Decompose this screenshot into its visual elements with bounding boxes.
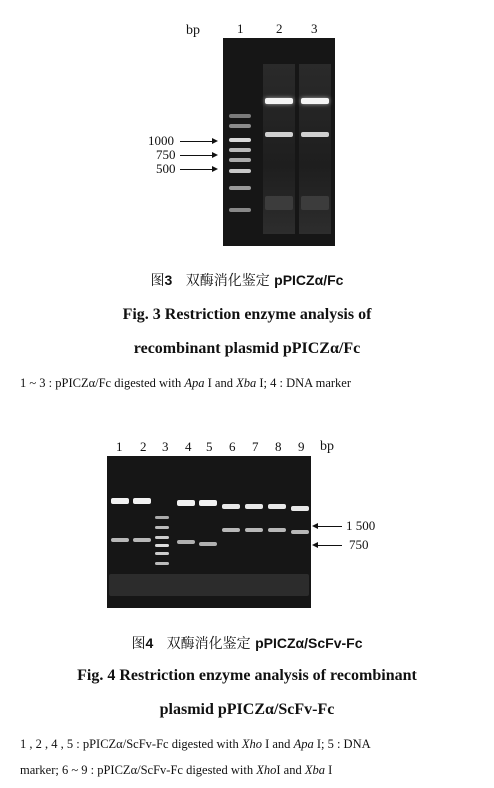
fig4-marker-label: 750 — [349, 537, 369, 552]
insert-band — [291, 530, 309, 534]
caption-text: I and — [276, 763, 305, 777]
fig4-title-cn-text: 双酶消化鉴定 — [166, 636, 251, 652]
plasmid-band — [301, 98, 329, 104]
ladder-band — [155, 552, 169, 555]
insert-band — [133, 538, 151, 542]
fig4-lane-number: 6 — [229, 439, 236, 454]
caption-text: I; 5 : DNA — [313, 737, 371, 751]
fig3-bp-label: bp — [186, 23, 200, 38]
plasmid-band — [291, 506, 309, 511]
caption-enzyme: Apa — [293, 737, 314, 751]
caption-enzyme: Xba — [236, 376, 257, 390]
insert-band — [301, 132, 329, 137]
ladder-band — [229, 148, 251, 152]
plasmid-band — [199, 500, 217, 506]
caption-text: I and — [204, 376, 237, 390]
fig4-title-cn — [0, 633, 494, 653]
smear — [265, 196, 293, 210]
ladder-band — [229, 208, 251, 212]
caption-text: marker; 6 ~ 9 : pPICZα/ScFv-Fc digested with — [20, 763, 257, 777]
ladder-band — [155, 544, 169, 547]
plasmid-band — [222, 504, 240, 509]
fig4-title-en-line1: Fig. 4 Restriction enzyme analysis of recombinant — [77, 667, 417, 684]
insert-band — [245, 528, 263, 532]
caption-text: 1 , 2 , 4 , 5 : pPICZα/ScFv-Fc digested with — [20, 737, 242, 751]
caption-enzyme: Xho — [241, 737, 262, 751]
ladder-band — [155, 562, 169, 565]
fig3-lane-number: 2 — [276, 21, 283, 36]
arrow-icon — [314, 526, 342, 527]
fig4-lane-number: 5 — [206, 439, 213, 454]
plasmid-band — [111, 498, 129, 504]
plasmid-band — [245, 504, 263, 509]
fig3-title-cn-text: 双酶消化鉴定 — [185, 273, 270, 289]
insert-band — [111, 538, 129, 542]
fig4-lane-number: 9 — [298, 439, 305, 454]
caption-enzyme: Apa — [184, 376, 205, 390]
caption-enzyme: Xho — [256, 763, 277, 777]
fig4-marker-label: 1 500 — [346, 518, 376, 533]
fig4-title-en-line2: plasmid pPICZα/ScFv-Fc — [159, 701, 335, 718]
smear — [109, 574, 309, 596]
fig4-gel-image — [107, 456, 311, 608]
arrow-icon — [180, 169, 216, 170]
plasmid-band — [177, 500, 195, 506]
plasmid-band — [268, 504, 286, 509]
plasmid-band — [133, 498, 151, 504]
ladder-band — [229, 186, 251, 190]
ladder-band — [229, 138, 251, 142]
fig3-title-en-line1: Fig. 3 Restriction enzyme analysis of — [122, 306, 372, 323]
insert-band — [265, 132, 293, 137]
insert-band — [222, 528, 240, 532]
fig3-marker-label: 500 — [156, 161, 176, 176]
ladder-band — [155, 526, 169, 529]
ladder-band — [155, 536, 169, 539]
fig4-title-cn-plasmid: pPICZα/ScFv-Fc — [255, 635, 363, 651]
caption-text: 1 ~ 3 : pPICZα/Fc digested with — [20, 376, 185, 390]
fig3-gel-image — [223, 38, 335, 246]
fig4-title-cn-prefix: 图 — [131, 636, 146, 652]
insert-band — [177, 540, 195, 544]
fig3-title-en-line2: recombinant plasmid pPICZα/Fc — [133, 340, 361, 357]
fig3-lane-number: 1 — [237, 21, 244, 36]
fig4-lane-number: 7 — [252, 439, 259, 454]
ladder-band — [229, 124, 251, 128]
smear — [301, 196, 329, 210]
plasmid-band — [265, 98, 293, 104]
caption-text: I — [324, 763, 333, 777]
ladder-band — [229, 114, 251, 118]
ladder-band — [229, 158, 251, 162]
fig4-lane-number: 1 — [116, 439, 123, 454]
fig3-title-cn-prefix: 图 — [150, 273, 165, 289]
fig4-title-cn-num: 4 — [145, 635, 154, 651]
fig4-caption-line2 — [20, 763, 332, 778]
arrow-icon — [180, 141, 216, 142]
fig4-caption-line1 — [20, 737, 371, 752]
caption-enzyme: Xba — [304, 763, 325, 777]
fig3-title-cn-plasmid: pPICZα/Fc — [274, 272, 344, 288]
arrow-icon — [180, 155, 216, 156]
fig4-lane-number: 4 — [185, 439, 192, 454]
ladder-band — [229, 169, 251, 173]
fig3-lane-number: 3 — [311, 21, 318, 36]
insert-band — [268, 528, 286, 532]
fig4-lane-number: 3 — [162, 439, 169, 454]
fig3-title-cn — [0, 270, 494, 290]
caption-text: I; 4 : DNA marker — [256, 376, 352, 390]
fig3-title-cn-num: 3 — [164, 272, 173, 288]
fig4-lane-number: 8 — [275, 439, 282, 454]
caption-text: I and — [261, 737, 294, 751]
arrow-icon — [314, 545, 342, 546]
fig3-marker-label: 1000 — [148, 133, 174, 148]
fig4-bp-label: bp — [320, 439, 334, 454]
ladder-band — [155, 516, 169, 519]
fig4-lane-number: 2 — [140, 439, 147, 454]
fig3-marker-label: 750 — [156, 147, 176, 162]
fig3-caption — [20, 376, 351, 391]
insert-band — [199, 542, 217, 546]
